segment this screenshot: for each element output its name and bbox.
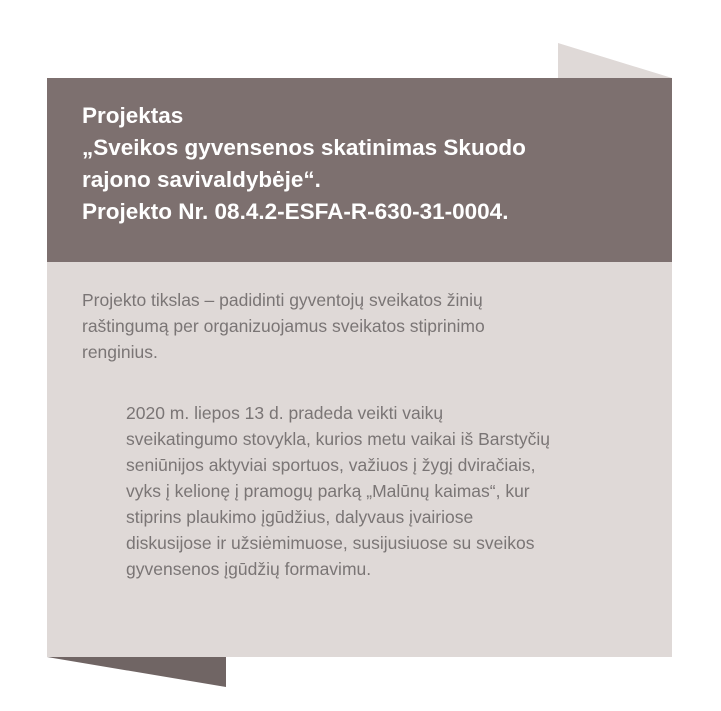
project-header (82, 100, 662, 228)
bottom-left-fold (47, 657, 226, 687)
paragraph-line: stiprins plaukimo įgūdžius, dalyvaus įvairiose (126, 507, 474, 527)
paragraph-line: sveikatingumo stovykla, kurios metu vaikai iš Barstyčių (126, 429, 551, 449)
paragraph-line: vyks į kelionę į pramogų parką „Malūnų kaimas“, kur (126, 481, 530, 501)
header-line: Projektas (82, 103, 184, 128)
header-line: rajono savivaldybėje“. (82, 167, 321, 192)
header-line: „Sveikos gyvensenos skatinimas Skuodo (82, 135, 526, 160)
paragraph-line: renginius. (82, 342, 158, 362)
paragraph-line: gyvensenos įgūdžių formavimu. (126, 559, 372, 579)
header-line: Projekto Nr. 08.4.2-ESFA-R-630-31-0004. (82, 199, 509, 224)
paragraph-line: raštingumą per organizuojamus sveikatos stiprinimo (82, 316, 485, 336)
paragraph-line: Projekto tikslas – padidinti gyventojų sveikatos žinių (82, 290, 483, 310)
paragraph-line: diskusijose ir užsiėmimuose, susijusiuose su sveikos (126, 533, 535, 553)
paragraph-line: 2020 m. liepos 13 d. pradeda veikti vaikų (126, 403, 444, 423)
project-goal-paragraph (82, 287, 672, 365)
paragraph-line: seniūnijos aktyviai sportuos, važiuos į žygį dviračiais, (126, 455, 536, 475)
camp-description-paragraph (126, 400, 706, 582)
